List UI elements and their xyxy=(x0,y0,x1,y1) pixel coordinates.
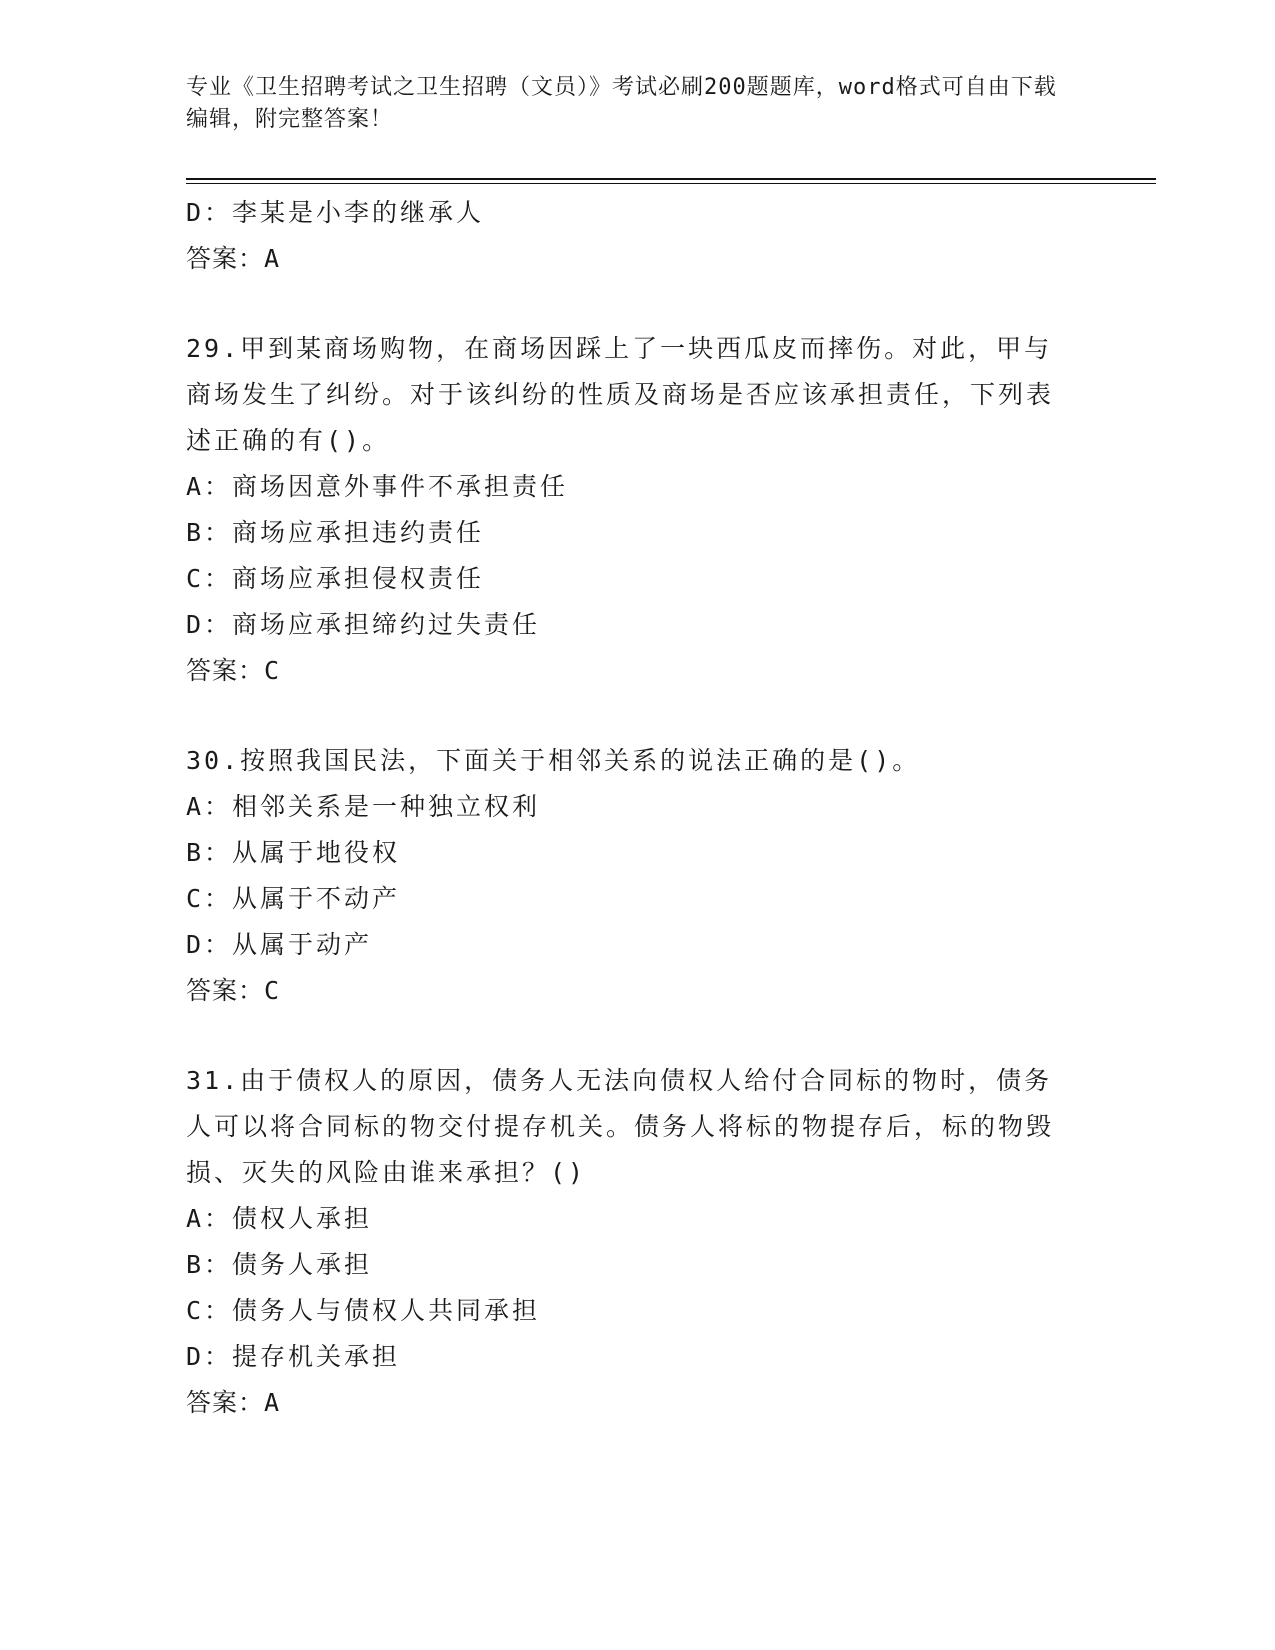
carryover-block xyxy=(186,190,1086,282)
spacer xyxy=(186,282,1086,326)
option-c: C：从属于不动产 xyxy=(186,884,401,913)
answer-line xyxy=(186,1380,1086,1426)
document-body xyxy=(186,190,1086,1426)
option-c: C：商场应承担侵权责任 xyxy=(186,564,485,593)
question-block-29 xyxy=(186,326,1086,694)
document-header: 专业《卫生招聘考试之卫生招聘（文员）》考试必刷200题题库，word格式可自由下载编辑，附完整答案！ xyxy=(186,75,1057,132)
spacer xyxy=(186,694,1086,738)
answer-value: C xyxy=(264,656,281,685)
option-d: D：商场应承担缔约过失责任 xyxy=(186,610,541,639)
option-b: B：从属于地役权 xyxy=(186,838,401,867)
answer-label: 答案： xyxy=(186,1388,265,1417)
header-rule-thin xyxy=(186,183,1156,184)
option-d: D：提存机关承担 xyxy=(186,1342,401,1371)
option-a: A：商场因意外事件不承担责任 xyxy=(186,472,569,501)
option-a: A：债权人承担 xyxy=(186,1204,373,1233)
question-stem: 30.按照我国民法，下面关于相邻关系的说法正确的是()。 xyxy=(186,746,921,775)
option-b: B：商场应承担违约责任 xyxy=(186,518,485,547)
header-rule-thick xyxy=(186,178,1156,180)
answer-label: 答案： xyxy=(186,656,265,685)
question-block-31 xyxy=(186,1058,1086,1426)
answer-value: A xyxy=(264,1388,281,1417)
answer-line xyxy=(186,236,1086,282)
option-a: A：相邻关系是一种独立权利 xyxy=(186,792,541,821)
question-stem: 31.由于债权人的原因，债务人无法向债权人给付合同标的物时，债务人可以将合同标的物交付提存机关。债务人将标的物提存后，标的物毁损、灭失的风险由谁来承担？() xyxy=(186,1066,1055,1187)
answer-line xyxy=(186,968,1086,1014)
answer-line xyxy=(186,648,1086,694)
spacer xyxy=(186,1014,1086,1058)
question-stem: 29.甲到某商场购物，在商场因踩上了一块西瓜皮而摔伤。对此，甲与商场发生了纠纷。对于该纠纷的性质及商场是否应该承担责任，下列表述正确的有()。 xyxy=(186,334,1055,455)
answer-value: C xyxy=(264,976,281,1005)
option-d: D：李某是小李的继承人 xyxy=(186,198,485,227)
option-b: B：债务人承担 xyxy=(186,1250,373,1279)
option-d: D：从属于动产 xyxy=(186,930,373,959)
answer-label: 答案： xyxy=(186,244,265,273)
option-c: C：债务人与债权人共同承担 xyxy=(186,1296,541,1325)
answer-value: A xyxy=(264,244,281,273)
question-block-30 xyxy=(186,738,1086,1014)
answer-label: 答案： xyxy=(186,976,265,1005)
